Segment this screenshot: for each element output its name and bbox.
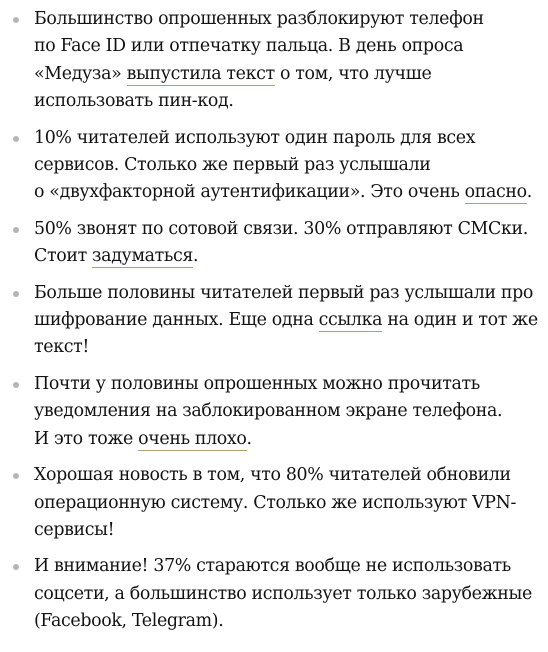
text-fragment: уведомления на заблокированном экране телефона.	[34, 401, 503, 422]
text-line	[34, 280, 534, 307]
text-line	[34, 6, 534, 33]
text-fragment: Большинство опрошенных разблокируют телефон	[34, 9, 484, 29]
text-fragment: текст!	[34, 337, 90, 358]
inline-link[interactable]: выпустила текст	[126, 63, 275, 84]
text-fragment: 50% звонят по сотовой связи. 30% отправляют СМСки.	[34, 218, 528, 239]
text-line	[34, 581, 534, 608]
text-fragment: по Face ID или отпечатку пальца. В день опроса	[34, 36, 464, 57]
text-line	[34, 462, 534, 489]
list-item	[0, 280, 548, 362]
bullet-icon	[13, 291, 19, 297]
text-line	[34, 517, 534, 544]
text-line	[34, 426, 534, 453]
text-fragment: операционную систему. Столько же используют VPN-	[34, 492, 517, 513]
bullet-icon	[13, 227, 19, 233]
text-line	[34, 371, 534, 398]
text-line	[34, 307, 538, 334]
text-fragment: 10% читателей используют один пароль для всех	[34, 127, 476, 148]
text-line	[34, 216, 534, 243]
text-fragment: о «двухфакторной аутентификации». Это очень	[34, 182, 465, 203]
bullet-icon	[13, 382, 19, 388]
list-item	[0, 553, 548, 635]
inline-link[interactable]: задуматься	[92, 246, 194, 267]
text-fragment: Хорошая новость в том, что 80% читателей обновили	[34, 465, 511, 486]
text-line	[34, 243, 534, 270]
text-fragment: использовать пин-код.	[34, 91, 234, 112]
text-fragment: .	[246, 428, 252, 449]
inline-link[interactable]: ссылка	[318, 310, 383, 331]
bullet-icon	[13, 17, 19, 23]
list-item	[0, 216, 548, 271]
text-line	[34, 152, 534, 179]
bullet-icon	[13, 473, 19, 479]
text-fragment: сервисов. Столько же первый раз услышали	[34, 155, 431, 176]
text-line	[34, 608, 534, 635]
inline-link[interactable]: очень плохо	[138, 428, 247, 449]
text-fragment: Почти у половины опрошенных можно прочитать	[34, 373, 480, 394]
list-item	[0, 371, 548, 453]
text-line	[34, 125, 534, 152]
text-fragment: соцсети, а большинство использует только зарубежные	[34, 583, 532, 604]
text-fragment: «Медуза»	[34, 63, 127, 84]
text-line	[34, 398, 534, 425]
text-fragment: .	[193, 246, 199, 267]
text-fragment: на один и тот же	[382, 310, 538, 331]
text-line	[34, 490, 534, 517]
list-item	[0, 462, 548, 544]
text-line	[34, 334, 534, 361]
text-fragment: Стоит	[34, 246, 93, 267]
text-fragment: Больше половины читателей первый раз услышали про	[34, 282, 534, 303]
bullet-icon	[13, 564, 19, 570]
text-line	[34, 88, 534, 115]
text-fragment: .	[526, 182, 532, 203]
text-fragment: И это тоже	[34, 428, 139, 449]
list-item	[0, 125, 548, 207]
text-fragment: И внимание! 37% стараются вообще не использовать	[34, 556, 511, 577]
survey-findings-list	[0, 6, 548, 645]
text-fragment: (Facebook, Telegram).	[34, 611, 224, 632]
text-fragment: о том, что лучше	[274, 63, 432, 84]
text-line	[34, 179, 534, 206]
inline-link[interactable]: опасно	[464, 182, 527, 203]
text-line	[34, 33, 534, 60]
list-item	[0, 6, 548, 116]
text-fragment: сервисы!	[34, 519, 115, 540]
text-line	[34, 61, 534, 88]
text-fragment: шифрование данных. Еще одна	[34, 310, 319, 331]
bullet-icon	[13, 136, 19, 142]
text-line	[34, 553, 534, 580]
